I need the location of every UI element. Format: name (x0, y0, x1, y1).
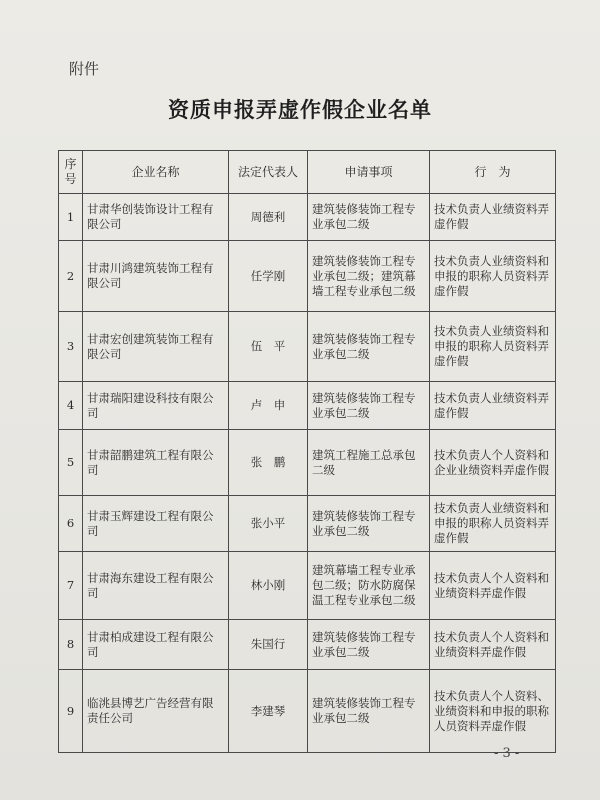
violation-behavior: 技术负责人业绩资料弄虚作假 (430, 382, 556, 430)
violation-behavior: 技术负责人业绩资料弄虚作假 (430, 194, 556, 241)
violation-behavior: 技术负责人业绩资料和申报的职称人员资料弄虚作假 (430, 312, 556, 382)
row-number: 8 (59, 620, 83, 670)
company-name: 甘肃柏成建设工程有限公司 (83, 620, 229, 670)
table-row (59, 552, 556, 620)
table-row (59, 430, 556, 496)
table-row (59, 382, 556, 430)
company-list-table (58, 150, 556, 753)
company-name: 甘肃华创装饰设计工程有限公司 (83, 194, 229, 241)
company-name: 甘肃韶鹏建筑工程有限公司 (83, 430, 229, 496)
row-number: 1 (59, 194, 83, 241)
table-row (59, 312, 556, 382)
table-row (59, 496, 556, 552)
company-name: 甘肃川鸿建筑装饰工程有限公司 (83, 241, 229, 312)
legal-representative: 张小平 (229, 496, 308, 552)
legal-representative: 林小刚 (229, 552, 308, 620)
legal-representative: 任学刚 (229, 241, 308, 312)
row-number: 4 (59, 382, 83, 430)
application-item: 建筑工程施工总承包二级 (308, 430, 430, 496)
violation-behavior: 技术负责人业绩资料和申报的职称人员资料弄虚作假 (430, 241, 556, 312)
application-item: 建筑装修装饰工程专业承包二级；建筑幕墙工程专业承包二级 (308, 241, 430, 312)
application-item: 建筑装修装饰工程专业承包二级 (308, 382, 430, 430)
company-name: 甘肃玉辉建设工程有限公司 (83, 496, 229, 552)
violation-behavior: 技术负责人个人资料和企业业绩资料弄虚作假 (430, 430, 556, 496)
legal-representative: 周德利 (229, 194, 308, 241)
header-no: 序号 (59, 151, 83, 194)
violation-behavior: 技术负责人业绩资料和申报的职称人员资料弄虚作假 (430, 496, 556, 552)
violation-behavior: 技术负责人个人资料和业绩资料弄虚作假 (430, 620, 556, 670)
row-number: 2 (59, 241, 83, 312)
row-number: 9 (59, 670, 83, 753)
table-row (59, 241, 556, 312)
page-number: - 3 - (494, 746, 520, 761)
violation-behavior: 技术负责人个人资料、业绩资料和申报的职称人员资料弄虚作假 (430, 670, 556, 753)
application-item: 建筑装修装饰工程专业承包二级 (308, 194, 430, 241)
application-item: 建筑装修装饰工程专业承包二级 (308, 312, 430, 382)
table-header-row (59, 151, 556, 194)
legal-representative: 朱国行 (229, 620, 308, 670)
table-row (59, 670, 556, 753)
legal-representative: 卢 申 (229, 382, 308, 430)
row-number: 7 (59, 552, 83, 620)
company-name: 甘肃瑞阳建设科技有限公司 (83, 382, 229, 430)
application-item: 建筑幕墙工程专业承包二级；防水防腐保温工程专业承包二级 (308, 552, 430, 620)
attachment-label: 附件 (69, 60, 100, 78)
violation-behavior: 技术负责人个人资料和业绩资料弄虚作假 (430, 552, 556, 620)
application-item: 建筑装修装饰工程专业承包二级 (308, 496, 430, 552)
header-application: 申请事项 (308, 151, 430, 194)
document-title: 资质申报弄虚作假企业名单 (168, 97, 432, 122)
company-name: 甘肃宏创建筑装饰工程有限公司 (83, 312, 229, 382)
legal-representative: 伍 平 (229, 312, 308, 382)
legal-representative: 李建琴 (229, 670, 308, 753)
legal-representative: 张 鹏 (229, 430, 308, 496)
header-behavior: 行 为 (430, 151, 556, 194)
application-item: 建筑装修装饰工程专业承包二级 (308, 670, 430, 753)
row-number: 6 (59, 496, 83, 552)
header-company: 企业名称 (83, 151, 229, 194)
company-name: 甘肃海东建设工程有限公司 (83, 552, 229, 620)
row-number: 5 (59, 430, 83, 496)
row-number: 3 (59, 312, 83, 382)
header-representative: 法定代表人 (229, 151, 308, 194)
table-row (59, 620, 556, 670)
company-name: 临洮县博艺广告经营有限责任公司 (83, 670, 229, 753)
table-row (59, 194, 556, 241)
application-item: 建筑装修装饰工程专业承包二级 (308, 620, 430, 670)
